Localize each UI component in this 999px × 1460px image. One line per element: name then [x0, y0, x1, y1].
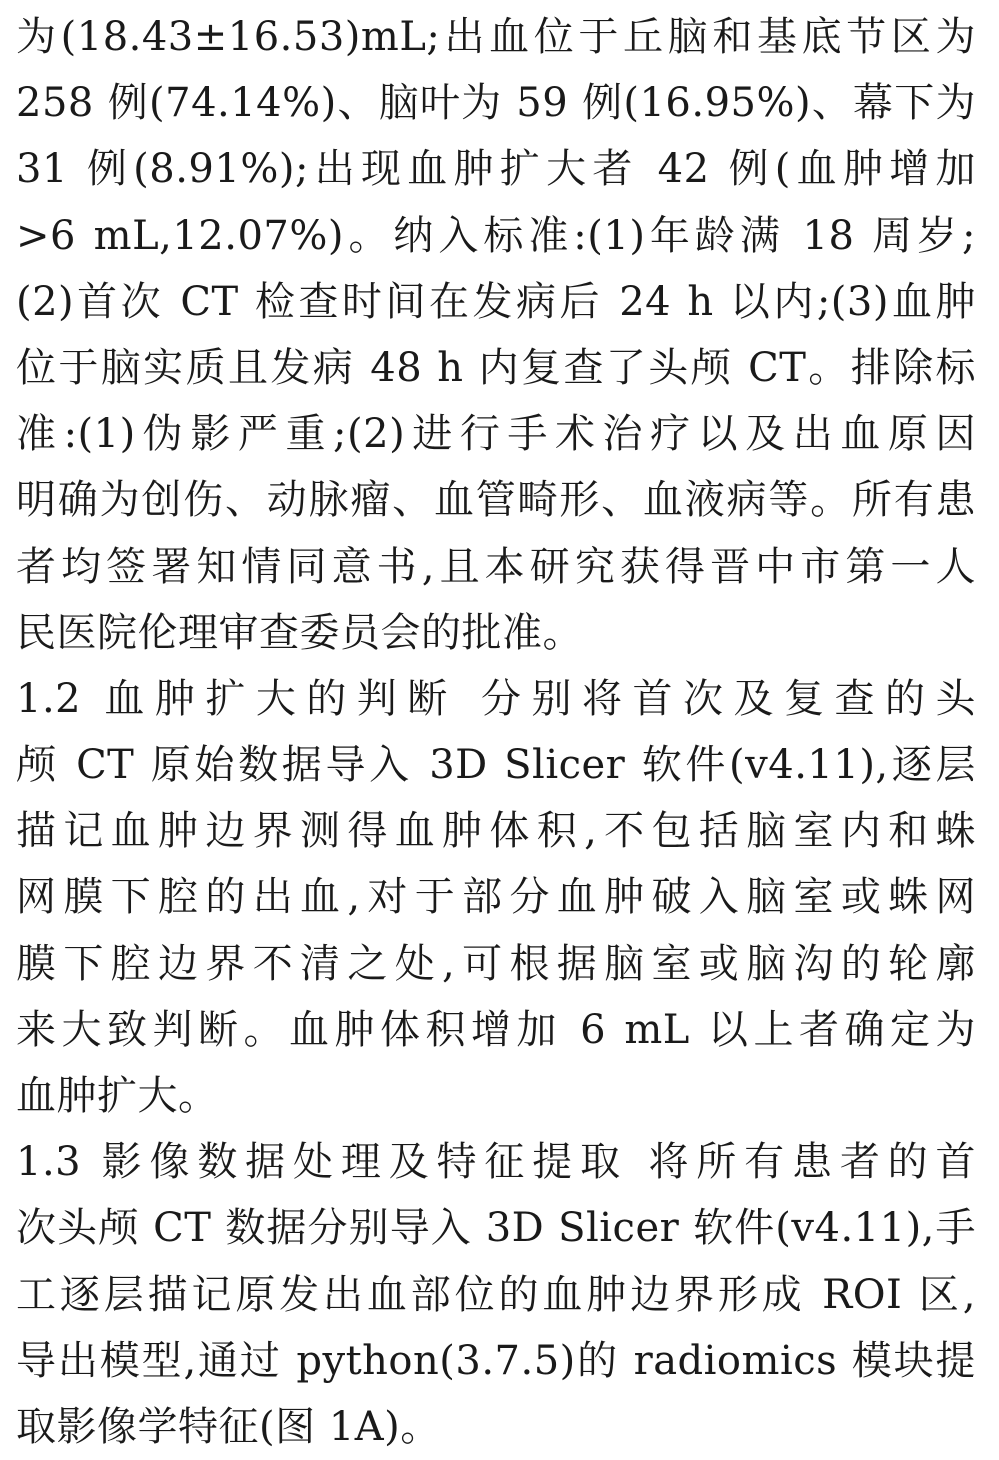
text-line-4: >6 mL,12.07%)。纳入标准:(1)年龄满 18 周岁; — [16, 212, 976, 259]
text-line-17: 血肿扩大。 — [16, 1073, 219, 1119]
text-line-3: 31 例(8.91%);出现血肿扩大者 42 例(血肿增加 — [16, 146, 976, 193]
text-line-19: 次头颅 CT 数据分别导入 3D Slicer 软件(v4.11),手 — [16, 1205, 976, 1252]
text-line-2: 258 例(74.14%)、脑叶为 59 例(16.95%)、幕下为 — [16, 80, 976, 127]
text-line-9: 者均签署知情同意书,且本研究获得晋中市第一人 — [16, 543, 976, 590]
text-line-13: 描记血肿边界测得血肿体积,不包括脑室内和蛛 — [16, 808, 976, 855]
text-line-22: 取影像学特征(图 1A)。 — [16, 1403, 441, 1450]
text-line-12: 颅 CT 原始数据导入 3D Slicer 软件(v4.11),逐层 — [16, 742, 976, 789]
text-line-21: 导出模型,通过 python(3.7.5)的 radiomics 模块提 — [16, 1337, 976, 1384]
text-line-8: 明确为创伤、动脉瘤、血管畸形、血液病等。所有患 — [16, 477, 976, 524]
text-line-1: 为(18.43±16.53)mL;出血位于丘脑和基底节区为 — [16, 14, 976, 60]
section-heading-1-3-line: 1.3 影像数据处理及特征提取 将所有患者的首 — [16, 1139, 976, 1186]
text-line-7: 准:(1)伪影严重;(2)进行手术治疗以及出血原因 — [16, 411, 976, 458]
text-line-5: (2)首次 CT 检查时间在发病后 24 h 以内;(3)血肿 — [16, 278, 976, 325]
document-body — [16, 4, 976, 1460]
text-line-10: 民医院伦理审查委员会的批准。 — [16, 609, 583, 656]
text-line-14: 网膜下腔的出血,对于部分血肿破入脑室或蛛网 — [16, 874, 976, 921]
text-line-16: 来大致判断。血肿体积增加 6 mL 以上者确定为 — [16, 1006, 976, 1053]
text-line-15: 膜下腔边界不清之处,可根据脑室或脑沟的轮廓 — [16, 940, 976, 987]
text-line-20: 工逐层描记原发出血部位的血肿边界形成 ROI 区, — [16, 1271, 976, 1318]
text-line-6: 位于脑实质且发病 48 h 内复查了头颅 CT。排除标 — [16, 344, 976, 391]
section-heading-1-2-line: 1.2 血肿扩大的判断 分别将首次及复查的头 — [16, 675, 976, 722]
